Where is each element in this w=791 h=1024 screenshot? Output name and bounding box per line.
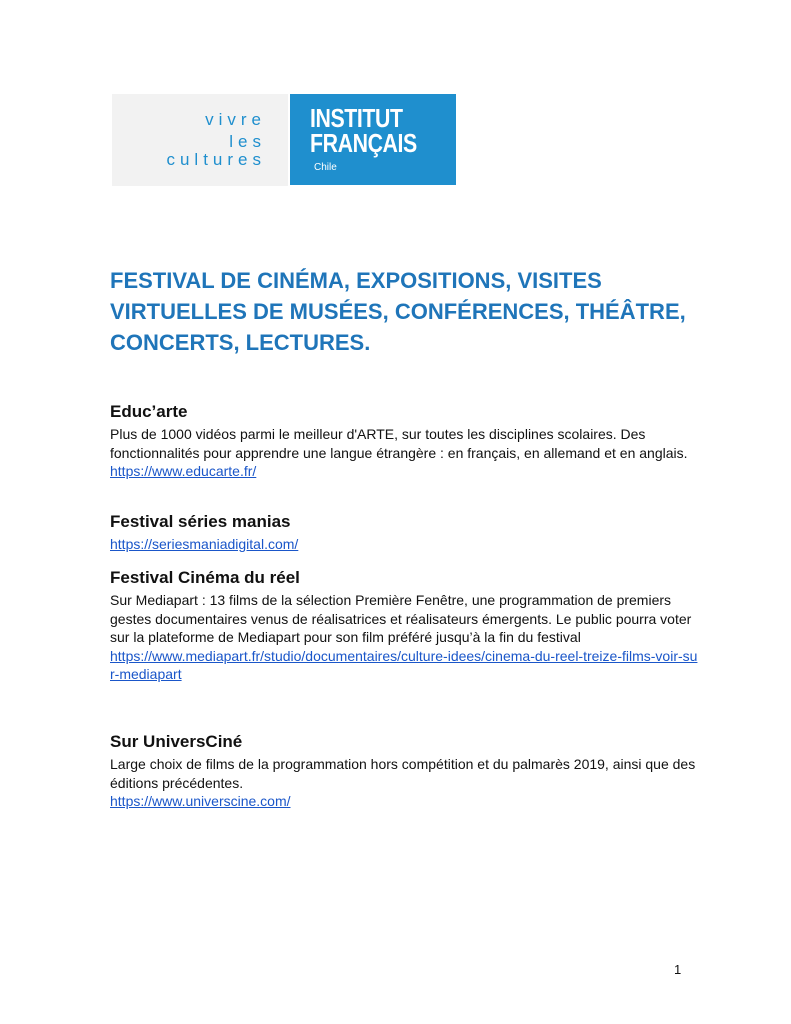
logo-name-line-1: INSTITUT: [310, 103, 403, 133]
page-number: 1: [674, 962, 682, 977]
section-link[interactable]: https://www.educarte.fr/: [110, 463, 257, 479]
section-universcine: [110, 731, 700, 811]
section-series-mania: [110, 511, 700, 554]
section-link[interactable]: https://www.universcine.com/: [110, 793, 291, 809]
section-heading: Festival Cinéma du réel: [110, 568, 300, 587]
section-text: Sur Mediapart : 13 films de la sélection Première Fenêtre, une programmation de premiers gestes documentaires venus de réalisatrices et réalisateurs émergents. Le public pourra voter sur la plateforme de Mediapart pour son film préféré jusqu’à la fin du festival: [110, 592, 692, 645]
tagline-logo: [112, 94, 288, 186]
logo-name-line-2: FRANÇAIS: [310, 128, 417, 158]
section-link[interactable]: https://www.mediapart.fr/studio/documentaires/culture-idees/cinema-du-reel-treize-films-voir-sur-mediapart: [110, 647, 698, 682]
section-educarte: [110, 401, 700, 481]
logo-name: [310, 103, 417, 158]
section-text: Large choix de films de la programmation hors compétition et du palmarès 2019, ainsi que des éditions précédentes.: [110, 756, 696, 791]
tagline-line-1: vivre: [205, 110, 266, 129]
section-text: Plus de 1000 vidéos parmi le meilleur d'ARTE, sur toutes les disciplines scolaires. Des fonctionnalités pour apprendre une langue étrangère : en français, en allemand et en anglais.: [110, 426, 688, 461]
section-heading: Festival séries manias: [110, 512, 291, 531]
page-title: FESTIVAL DE CINÉMA, EXPOSITIONS, VISITES VIRTUELLES DE MUSÉES, CONFÉRENCES, THÉÂTRE, CONCERTS, LECTURES.: [110, 268, 686, 355]
tagline-line-2: les: [229, 132, 266, 151]
section-heading: Sur UniversCiné: [110, 732, 243, 751]
section-cinema-du-reel: [110, 567, 700, 684]
section-link[interactable]: https://seriesmaniadigital.com/: [110, 536, 299, 552]
section-heading: Educ’arte: [110, 402, 188, 421]
institut-francais-logo: [290, 94, 456, 185]
tagline-line-3: cultures: [166, 150, 266, 169]
logo-country: Chile: [314, 162, 337, 173]
